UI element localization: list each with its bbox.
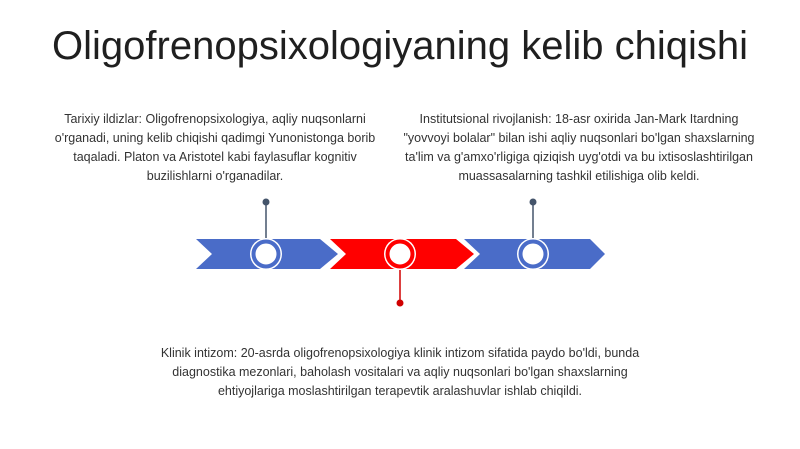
milestone-marker-ring-2 <box>388 242 413 267</box>
milestone-pin-dot-1 <box>263 199 270 206</box>
milestone-text-institutional-development: Institutsional rivojlanish: 18-asr oxirida Jan-Mark Itardning "yovvoyi bolalar" bilan ishi aqliy nuqsonlari bo'lgan shaxslarning ta'lim va g'amxo'rligiga qiziqish uyg'otdi va bu ixtisoslashtirilgan muassasalarning tashkil etilishiga olib keldi. <box>403 112 755 183</box>
milestone-marker-ring-3 <box>521 242 546 267</box>
milestone-marker-ring-1 <box>254 242 279 267</box>
slide-title: Oligofrenopsixologiyaning kelib chiqishi <box>52 24 748 68</box>
milestone-text-clinical-discipline: Klinik intizom: 20-asrda oligofrenopsixologiya klinik intizom sifatida paydo bo'ldi, bunda diagnostika mezonlari, baholash vositalari va aqliy nuqsonlari bo'lgan shaxslarning ehtiyojlariga moslashtirilgan terapevtik aralashuvlar ishlab chiqildi. <box>160 346 640 398</box>
milestone-pin-dot-3 <box>530 199 537 206</box>
milestone-pin-dot-2 <box>397 300 404 307</box>
milestone-text-historical-roots: Tarixiy ildizlar: Oligofrenopsixologiya, aqliy nuqsonlarni o'rganadi, uning kelib chiqishi qadimgi Yunonistonga borib taqaladi. Platon va Aristotel kabi faylasuflar kognitiv buzilishlarni o'rganadilar. <box>54 112 376 183</box>
